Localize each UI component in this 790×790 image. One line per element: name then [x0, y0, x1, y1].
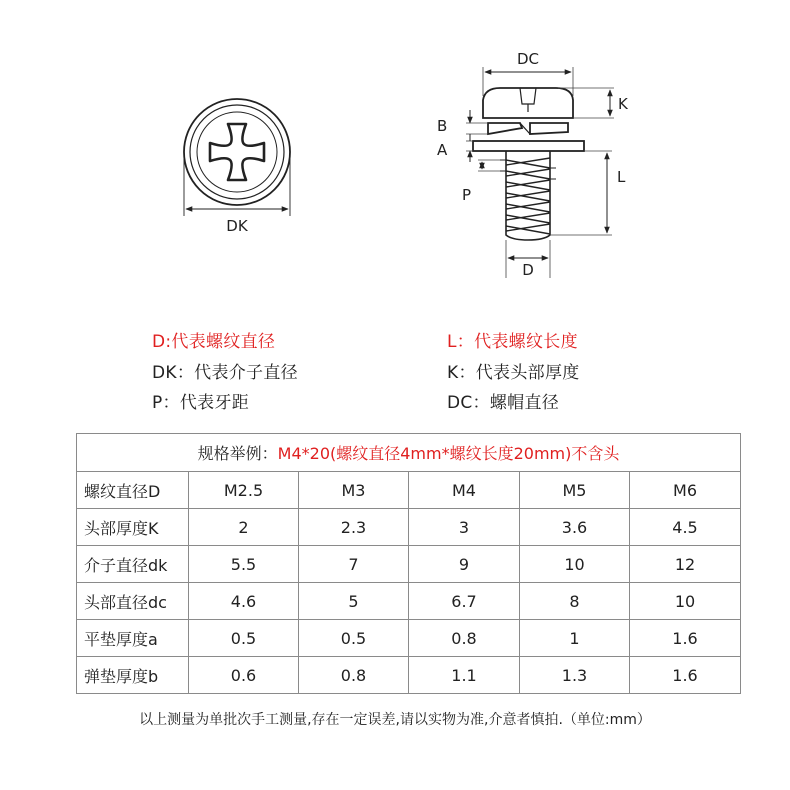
- dk-dim-label: DK: [226, 217, 248, 235]
- legend-dc: DC：螺帽直径: [447, 393, 560, 413]
- table-cell: M6: [630, 472, 741, 509]
- row-label: 弹垫厚度b: [77, 657, 189, 694]
- footnote: 以上测量为单批次手工测量,存在一定误差,请以实物为准,介意者慎拍.（单位:mm）: [139, 712, 651, 728]
- table-cell: 8: [520, 583, 630, 620]
- table-title-row: [77, 434, 741, 472]
- row-label: 螺纹直径D: [77, 472, 189, 509]
- l-dim-label: L: [617, 168, 626, 186]
- legend-dk: DK：代表介子直径: [152, 363, 298, 383]
- table-cell: 6.7: [409, 583, 520, 620]
- legend-p: P：代表牙距: [152, 393, 250, 413]
- p-dim-label: P: [462, 186, 472, 204]
- table-title-prefix: 规格举例：: [197, 444, 278, 463]
- table-cell: 9: [409, 546, 520, 583]
- washer-outer-circle: [184, 99, 290, 205]
- table-cell: 3.6: [520, 509, 630, 546]
- table-cell: M2.5: [189, 472, 299, 509]
- table-cell: 2.3: [299, 509, 409, 546]
- table-cell: M4: [409, 472, 520, 509]
- table-cell: 0.8: [299, 657, 409, 694]
- table-cell: 10: [630, 583, 741, 620]
- table-row: [77, 509, 741, 546]
- table-cell: 0.8: [409, 620, 520, 657]
- head-outer-circle: [190, 105, 284, 199]
- legend-k: K：代表头部厚度: [447, 363, 580, 383]
- k-dim-label: K: [618, 95, 628, 113]
- table-cell: 3: [409, 509, 520, 546]
- table-cell: 0.5: [299, 620, 409, 657]
- b-dim-label: B: [437, 117, 448, 135]
- table-cell: 1.3: [520, 657, 630, 694]
- table-row: [77, 620, 741, 657]
- a-dim-label: A: [437, 141, 448, 159]
- table-row: [77, 472, 741, 509]
- row-label: 介子直径dk: [77, 546, 189, 583]
- table-cell: 1.1: [409, 657, 520, 694]
- table-cell: 5: [299, 583, 409, 620]
- legend-l: L：代表螺纹长度: [447, 332, 578, 352]
- table-cell: 10: [520, 546, 630, 583]
- d-dim-label: D: [522, 261, 534, 279]
- table-cell: M5: [520, 472, 630, 509]
- table-cell: 0.5: [189, 620, 299, 657]
- row-label: 平垫厚度a: [77, 620, 189, 657]
- table-cell: 0.6: [189, 657, 299, 694]
- head-recess: [520, 88, 536, 112]
- dc-dim-label: DC: [516, 50, 540, 68]
- table-cell: 1.6: [630, 657, 741, 694]
- table-cell: 4.5: [630, 509, 741, 546]
- row-label: 头部厚度K: [77, 509, 189, 546]
- table-cell: 1.6: [630, 620, 741, 657]
- table-cell: 12: [630, 546, 741, 583]
- table-row: [77, 657, 741, 694]
- screw-diagram: [0, 0, 790, 300]
- table-title-cell: [77, 434, 741, 472]
- table-cell: 4.6: [189, 583, 299, 620]
- table-cell: 7: [299, 546, 409, 583]
- table-cell: 5.5: [189, 546, 299, 583]
- screw-head: [483, 88, 573, 118]
- table-cell: 1: [520, 620, 630, 657]
- table-row: [77, 583, 741, 620]
- table-cell: 2: [189, 509, 299, 546]
- top-view: [184, 99, 290, 216]
- spec-table: [76, 433, 741, 694]
- table-cell: M3: [299, 472, 409, 509]
- row-label: 头部直径dc: [77, 583, 189, 620]
- flat-washer: [473, 141, 584, 151]
- side-view: [466, 67, 614, 278]
- legend-d: D:代表螺纹直径: [152, 332, 276, 352]
- table-title-example: M4*20(螺纹直径4mm*螺纹长度20mm)不含头: [277, 444, 620, 463]
- table-body: [77, 472, 741, 694]
- table-row: [77, 546, 741, 583]
- phillips-recess-icon: [210, 124, 264, 180]
